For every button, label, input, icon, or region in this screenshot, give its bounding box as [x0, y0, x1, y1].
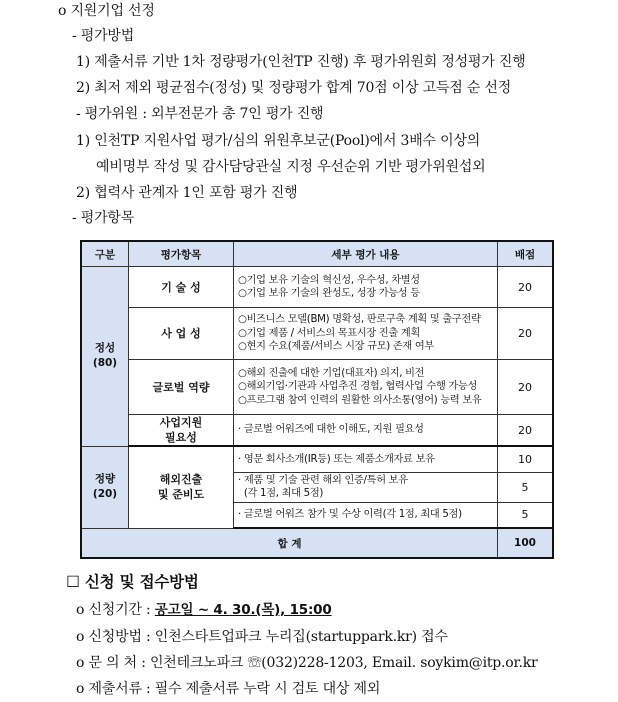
contact-info: o 문 의 처 : 인천테크노파크 ☏(032)228-1203, Email. soykim@itp.or.kr — [76, 655, 538, 671]
detail-line: ○기업 보유 기술의 완성도, 성장 가능성 등 — [238, 288, 420, 299]
total-label: 합 계 — [81, 528, 498, 558]
period-value: 공고일 ~ 4. 30.(목), 15:00 — [154, 602, 332, 618]
item-detail — [234, 472, 498, 502]
item-detail — [234, 360, 498, 415]
category-name: 정량 — [94, 473, 116, 485]
category-name: 정성 — [94, 342, 116, 355]
item-name: 해외진출 및 준비도 — [129, 446, 234, 528]
item-points: 20 — [498, 267, 554, 308]
detail-line: · 영문 회사소개(IR등) 또는 제품소개자료 보유 — [238, 453, 435, 465]
header-points: 배점 — [498, 241, 554, 267]
detail-line: · 글로벌 어워즈 참가 및 수상 이력(각 1점, 최대 5점) — [238, 509, 462, 520]
committee-title: - 평가위원 : 외부전문가 총 7인 평가 진행 — [76, 106, 324, 122]
item-points: 10 — [498, 446, 554, 472]
detail-line: · 글로벌 어워즈에 대한 이해도, 지원 필요성 — [238, 424, 424, 436]
detail-line: ○기업 제품 / 서비스의 목표시장 진출 계획 — [238, 327, 421, 339]
header-detail: 세부 평가 내용 — [234, 241, 498, 267]
item-name: 기 술 성 — [129, 267, 234, 308]
detail-line: (각 1점, 최대 5점) — [238, 488, 324, 499]
detail-line: ○기업 보유 기술의 혁신성, 우수성, 차별성 — [238, 274, 420, 286]
header-item: 평가항목 — [129, 241, 234, 267]
item-detail — [234, 502, 498, 528]
method-title: - 평가방법 — [72, 28, 135, 44]
category-score: (20) — [92, 488, 118, 500]
detail-line: · 제품 및 기술 관련 해외 인증/특허 보유 — [238, 474, 408, 486]
application-method: o 신청방법 : 인천스타트업파크 누리집(startuppark.kr) 접수 — [76, 629, 448, 645]
item-detail — [234, 415, 498, 447]
item-points: 5 — [498, 472, 554, 502]
table-row — [81, 446, 553, 472]
table-row — [81, 415, 553, 447]
item-detail — [234, 267, 498, 308]
item-points: 20 — [498, 415, 554, 447]
required-documents: o 제출서류 : 필수 제출서류 누락 시 검토 대상 제외 — [76, 681, 381, 697]
method-item-2: 2) 최저 제외 평균점수(정성) 및 정량평가 합계 70점 이상 고득점 순 선정 — [76, 80, 512, 96]
items-title: - 평가항목 — [72, 210, 135, 226]
application-period — [76, 601, 332, 619]
detail-line: ○해외 진출에 대한 기업(대표자) 의지, 비전 — [238, 367, 425, 379]
total-points: 100 — [498, 528, 554, 558]
item-detail — [234, 446, 498, 472]
item-points: 20 — [498, 360, 554, 415]
evaluation-table — [80, 240, 554, 559]
item-detail — [234, 308, 498, 360]
detail-line: ○해외기업·기관과 사업추진 경험, 협력사업 수행 가능성 — [238, 381, 478, 393]
table-header-row — [81, 241, 553, 267]
total-row — [81, 528, 553, 558]
committee-item-2: 2) 협력사 관계자 1인 포함 평가 진행 — [76, 185, 298, 201]
table-row — [81, 360, 553, 415]
item-name: 사업지원 필요성 — [129, 415, 234, 447]
detail-line: ○현지 수요(제품/서비스 시장 규모) 존재 여부 — [238, 341, 434, 353]
detail-line: ○비즈니스 모델(BM) 명확성, 판로구축 계획 및 출구전략 — [238, 314, 481, 326]
item-name: 사 업 성 — [129, 308, 234, 360]
item-points: 5 — [498, 502, 554, 528]
committee-item-1: 1) 인천TP 지원사업 평가/심의 위원후보군(Pool)에서 3배수 이상의 — [76, 133, 481, 149]
item-name: 글로벌 역량 — [129, 360, 234, 415]
category-score: (80) — [92, 357, 118, 370]
method-item-1: 1) 제출서류 기반 1차 정량평가(인천TP 진행) 후 평가위원회 정성평가 진행 — [76, 54, 526, 70]
detail-line: ○프로그램 참여 인력의 원활한 의사소통(영어) 능력 보유 — [238, 394, 482, 406]
category-qualitative — [81, 267, 129, 447]
selection-heading: o 지원기업 선정 — [58, 3, 155, 19]
header-category: 구분 — [81, 241, 129, 267]
item-points: 20 — [498, 308, 554, 360]
application-heading: ☐ 신청 및 접수방법 — [66, 573, 199, 591]
committee-item-1-cont: 예비명부 작성 및 감사담당관실 지정 우선순위 기반 평가위원섭외 — [96, 159, 486, 175]
category-quantitative — [81, 446, 129, 528]
table-row — [81, 267, 553, 308]
table-row — [81, 308, 553, 360]
period-label: o 신청기간 : — [76, 602, 155, 618]
